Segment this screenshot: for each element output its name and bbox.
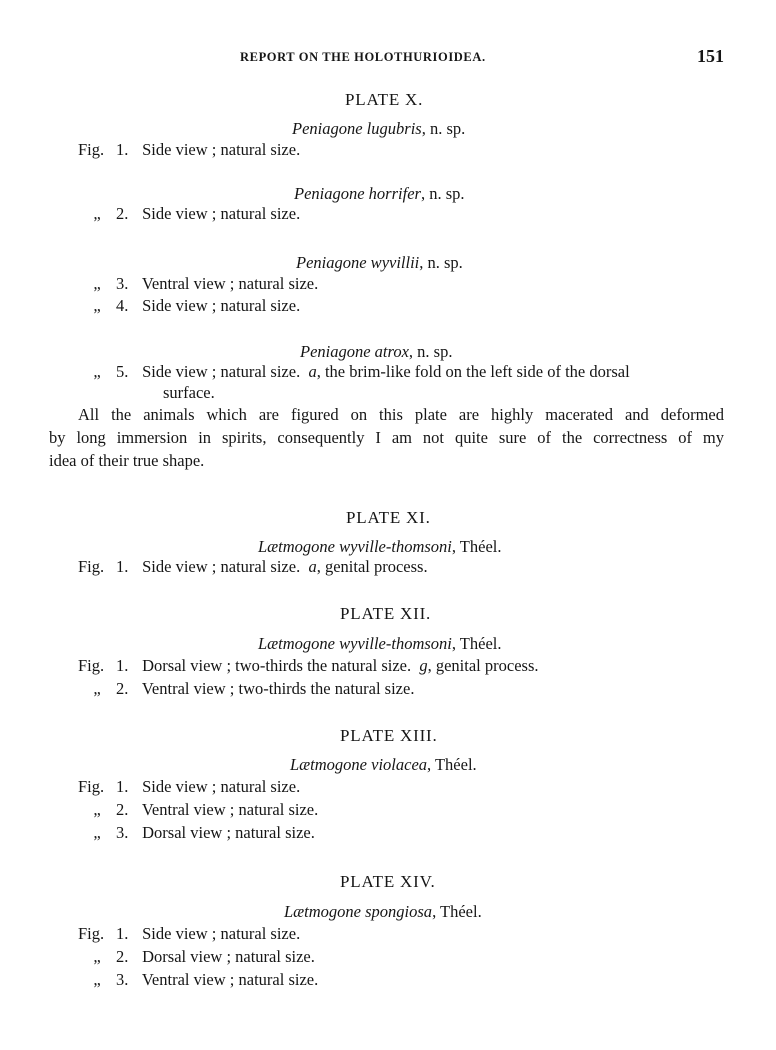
figure-caption (78, 296, 300, 316)
ditto-mark: „ (93, 296, 101, 315)
species-authority: , n. sp. (421, 119, 466, 138)
ditto-mark: „ (93, 970, 101, 989)
figure-number: 3. (116, 274, 129, 293)
species-name: Peniagone wyvillii (296, 253, 420, 272)
figure-caption (78, 557, 428, 577)
plate-title: PLATE XII. (340, 604, 432, 623)
species-heading (284, 902, 482, 922)
figure-caption (78, 140, 300, 160)
ditto-mark: „ (93, 274, 101, 293)
figure-mark: Fig. (78, 777, 105, 796)
species-authority: , Théel. (451, 537, 502, 556)
ditto-mark: „ (93, 204, 101, 223)
plate-title: PLATE XIII. (340, 726, 438, 745)
figure-text-continued: , genital process. (427, 656, 539, 675)
ditto-mark: „ (93, 679, 101, 698)
figure-number: 1. (116, 777, 129, 796)
species-heading (258, 634, 502, 654)
figure-number: 1. (116, 924, 129, 943)
plate-title: PLATE X. (345, 90, 424, 109)
figure-number: 3. (116, 970, 129, 989)
figure-caption (78, 777, 300, 797)
figure-mark: Fig. (78, 924, 105, 943)
ditto-mark: „ (93, 947, 101, 966)
figure-text: Dorsal view ; natural size. (142, 823, 315, 842)
species-authority: , n. sp. (419, 253, 463, 272)
figure-caption (78, 823, 315, 843)
ditto-mark: „ (93, 823, 101, 842)
running-head (0, 44, 776, 68)
species-name: Lætmogone violacea (290, 755, 428, 774)
figure-text: Ventral view ; natural size. (141, 274, 319, 293)
figure-number: 3. (116, 823, 129, 842)
species-authority: , n. sp. (420, 184, 465, 203)
plate-note-line: by long immersion in spirits, consequently I am not quite sure of the correctness of my (49, 428, 724, 447)
figure-number: 1. (116, 557, 129, 576)
figure-text-continued: , the brim-like fold on the left side of the dorsal (316, 362, 630, 381)
species-heading (296, 253, 463, 273)
species-authority: , Théel. (427, 755, 477, 774)
figure-caption (78, 800, 318, 820)
figure-text: Ventral view ; two-thirds the natural size. (141, 679, 415, 698)
figure-caption-continuation: surface. (163, 383, 215, 402)
species-heading (294, 184, 465, 204)
figure-text: Side view ; natural size. (142, 204, 301, 223)
figure-mark: Fig. (78, 557, 105, 576)
figure-text-continued: , genital process. (316, 557, 428, 576)
figure-caption (78, 656, 539, 676)
ditto-mark: „ (93, 362, 101, 381)
figure-number: 2. (116, 947, 129, 966)
figure-number: 1. (116, 140, 129, 159)
figure-text: Ventral view ; natural size. (141, 800, 319, 819)
figure-text: Side view ; natural size. (142, 924, 301, 943)
figure-caption (78, 274, 318, 294)
figure-number: 2. (116, 679, 129, 698)
page-number: 151 (697, 46, 724, 66)
species-name: Peniagone horrifer (294, 184, 421, 203)
species-name: Peniagone atrox (300, 342, 409, 361)
species-name: Lætmogone wyville-thomsoni (258, 537, 452, 556)
figure-text: Side view ; natural size. (142, 362, 301, 381)
figure-mark: Fig. (78, 140, 105, 159)
figure-number: 2. (116, 800, 129, 819)
species-name: Lætmogone wyville-thomsoni (258, 634, 452, 653)
plate-title: PLATE XI. (346, 508, 431, 527)
figure-caption (78, 947, 315, 967)
figure-text: Dorsal view ; two-thirds the natural size. (142, 656, 412, 675)
species-name: Lætmogone spongiosa (284, 902, 433, 921)
species-heading (290, 755, 477, 775)
figure-caption (78, 362, 726, 382)
figure-mark: Fig. (78, 656, 105, 675)
ditto-mark: „ (93, 800, 101, 819)
figure-caption (78, 970, 318, 990)
figure-number: 4. (116, 296, 129, 315)
figure-number: 1. (116, 656, 129, 675)
plate-note-line: All the animals which are figured on this plate are highly macerated and deformed (78, 405, 724, 424)
species-heading (292, 119, 465, 139)
figure-number: 5. (116, 362, 129, 381)
figure-letter: a (308, 557, 317, 576)
plate-note-line: idea of their true shape. (49, 451, 205, 470)
figure-number: 2. (116, 204, 129, 223)
figure-caption (78, 204, 300, 224)
figure-text: Ventral view ; natural size. (141, 970, 319, 989)
running-title: REPORT ON THE HOLOTHURIOIDEA. (240, 50, 486, 64)
plate-title: PLATE XIV. (340, 872, 436, 891)
species-heading (300, 342, 452, 362)
figure-text: Side view ; natural size. (142, 296, 301, 315)
species-name: Peniagone lugubris (292, 119, 422, 138)
species-authority: , Théel. (451, 634, 502, 653)
figure-letter: a (308, 362, 317, 381)
species-authority: , n. sp. (408, 342, 453, 361)
figure-letter: g (419, 656, 428, 675)
species-authority: , Théel. (432, 902, 482, 921)
figure-text: Dorsal view ; natural size. (142, 947, 315, 966)
figure-text: Side view ; natural size. (142, 140, 301, 159)
species-heading (258, 537, 502, 557)
figure-caption (78, 679, 414, 699)
figure-caption (78, 924, 300, 944)
figure-text: Side view ; natural size. (142, 557, 301, 576)
figure-text: Side view ; natural size. (142, 777, 301, 796)
